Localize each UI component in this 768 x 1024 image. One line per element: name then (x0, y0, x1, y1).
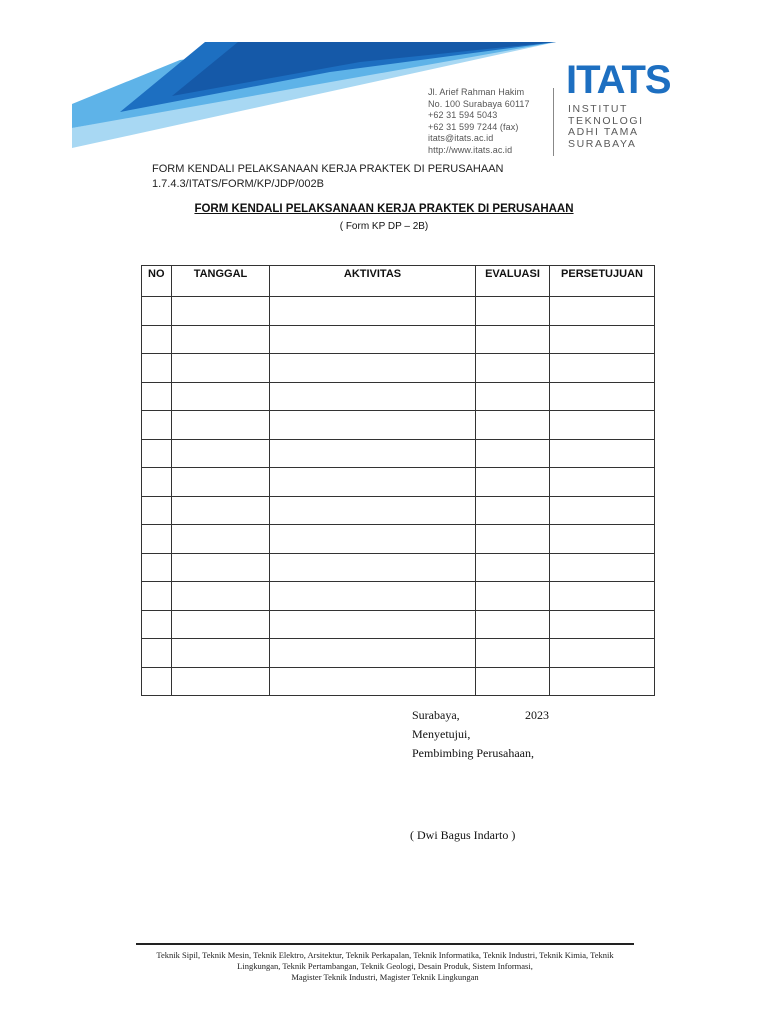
cell-evaluasi[interactable] (476, 610, 550, 639)
cell-evaluasi[interactable] (476, 553, 550, 582)
cell-tanggal[interactable] (172, 354, 270, 383)
cell-tanggal[interactable] (172, 496, 270, 525)
cell-evaluasi[interactable] (476, 297, 550, 326)
institute-address (428, 87, 558, 156)
cell-aktivitas[interactable] (270, 582, 476, 611)
cell-evaluasi[interactable] (476, 468, 550, 497)
cell-evaluasi[interactable] (476, 667, 550, 696)
institute-name-line: SURABAYA (568, 137, 637, 150)
cell-persetujuan[interactable] (550, 468, 655, 497)
institute-name-line: ADHI TAMA (568, 126, 639, 138)
cell-aktivitas[interactable] (270, 354, 476, 383)
column-header-persetujuan: PERSETUJUAN (550, 266, 655, 297)
cell-aktivitas[interactable] (270, 667, 476, 696)
institute-name-line: TEKNOLOGI (568, 114, 644, 127)
cell-tanggal[interactable] (172, 639, 270, 668)
signature-year: 2023 (525, 708, 549, 722)
fax-line: +62 31 599 7244 (fax) (428, 121, 519, 132)
form-number: 1.7.4.3/ITATS/FORM/KP/JDP/002B (152, 178, 324, 190)
website-link[interactable]: http://www.itats.ac.id (428, 144, 513, 155)
cell-evaluasi[interactable] (476, 582, 550, 611)
table-row (142, 325, 655, 354)
cell-aktivitas[interactable] (270, 382, 476, 411)
activity-log-table (141, 265, 655, 696)
footer-line: Teknik Sipil, Teknik Mesin, Teknik Elektro, Arsitektur, Teknik Perkapalan, Teknik Informatika, Teknik Industri, Teknik Kimia, Teknik (156, 950, 614, 960)
cell-no[interactable] (142, 525, 172, 554)
table-row (142, 468, 655, 497)
cell-aktivitas[interactable] (270, 639, 476, 668)
cell-no[interactable] (142, 354, 172, 383)
column-header-tanggal: TANGGAL (172, 266, 270, 297)
cell-tanggal[interactable] (172, 411, 270, 440)
cell-persetujuan[interactable] (550, 411, 655, 440)
cell-evaluasi[interactable] (476, 525, 550, 554)
cell-no[interactable] (142, 667, 172, 696)
column-header-no: NO (142, 266, 172, 297)
cell-no[interactable] (142, 582, 172, 611)
cell-evaluasi[interactable] (476, 496, 550, 525)
cell-tanggal[interactable] (172, 667, 270, 696)
institute-name-line: INSTITUT (568, 103, 629, 115)
cell-persetujuan[interactable] (550, 354, 655, 383)
cell-aktivitas[interactable] (270, 439, 476, 468)
footer-divider (136, 943, 634, 945)
cell-no[interactable] (142, 439, 172, 468)
table-row (142, 411, 655, 440)
table-row (142, 297, 655, 326)
table-row (142, 382, 655, 411)
cell-persetujuan[interactable] (550, 610, 655, 639)
footer-line: Lingkungan, Teknik Pertambangan, Teknik Geologi, Desain Produk, Sistem Informasi, (237, 961, 533, 971)
cell-persetujuan[interactable] (550, 496, 655, 525)
cell-aktivitas[interactable] (270, 610, 476, 639)
table-row (142, 667, 655, 696)
cell-no[interactable] (142, 325, 172, 354)
cell-evaluasi[interactable] (476, 382, 550, 411)
cell-aktivitas[interactable] (270, 496, 476, 525)
address-line: No. 100 Surabaya 60117 (428, 98, 530, 109)
footer-departments (136, 950, 634, 983)
table-body (142, 297, 655, 696)
cell-tanggal[interactable] (172, 297, 270, 326)
column-header-evaluasi: EVALUASI (476, 266, 550, 297)
phone-line: +62 31 594 5043 (428, 110, 498, 120)
table-row (142, 496, 655, 525)
cell-aktivitas[interactable] (270, 325, 476, 354)
cell-persetujuan[interactable] (550, 553, 655, 582)
cell-evaluasi[interactable] (476, 354, 550, 383)
cell-aktivitas[interactable] (270, 297, 476, 326)
table-header-row (142, 266, 655, 297)
cell-evaluasi[interactable] (476, 639, 550, 668)
signature-block (412, 706, 549, 763)
table-row (142, 553, 655, 582)
cell-tanggal[interactable] (172, 582, 270, 611)
institute-name (568, 104, 644, 150)
cell-persetujuan[interactable] (550, 297, 655, 326)
table-row (142, 525, 655, 554)
cell-evaluasi[interactable] (476, 325, 550, 354)
cell-aktivitas[interactable] (270, 468, 476, 497)
cell-tanggal[interactable] (172, 610, 270, 639)
cell-persetujuan[interactable] (550, 382, 655, 411)
cell-persetujuan[interactable] (550, 667, 655, 696)
cell-tanggal[interactable] (172, 553, 270, 582)
cell-persetujuan[interactable] (550, 325, 655, 354)
cell-no[interactable] (142, 411, 172, 440)
footer-line: Magister Teknik Industri, Magister Teknik Lingkungan (291, 972, 479, 982)
table-row (142, 639, 655, 668)
signature-place: Surabaya, (412, 708, 460, 722)
form-title: FORM KENDALI PELAKSANAAN KERJA PRAKTEK DI PERUSAHAAN (194, 203, 574, 215)
cell-persetujuan[interactable] (550, 639, 655, 668)
cell-aktivitas[interactable] (270, 411, 476, 440)
cell-tanggal[interactable] (172, 325, 270, 354)
column-header-aktivitas: AKTIVITAS (270, 266, 476, 297)
cell-tanggal[interactable] (172, 468, 270, 497)
table-row (142, 354, 655, 383)
cell-no[interactable] (142, 297, 172, 326)
cell-aktivitas[interactable] (270, 553, 476, 582)
cell-no[interactable] (142, 639, 172, 668)
cell-persetujuan[interactable] (550, 582, 655, 611)
cell-tanggal[interactable] (172, 439, 270, 468)
cell-no[interactable] (142, 468, 172, 497)
itats-logo: ITATS (566, 58, 671, 102)
cell-persetujuan[interactable] (550, 439, 655, 468)
cell-no[interactable] (142, 610, 172, 639)
email-link[interactable]: itats@itats.ac.id (428, 133, 494, 143)
cell-persetujuan[interactable] (550, 525, 655, 554)
cell-evaluasi[interactable] (476, 411, 550, 440)
cell-aktivitas[interactable] (270, 525, 476, 554)
table-row (142, 610, 655, 639)
form-subtitle: ( Form KP DP – 2B) (339, 221, 429, 232)
table-row (142, 582, 655, 611)
signature-approval: Menyetujui, (412, 727, 471, 741)
form-name: FORM KENDALI PELAKSANAAN KERJA PRAKTEK DI PERUSAHAAN (152, 163, 504, 175)
table-row (142, 439, 655, 468)
cell-tanggal[interactable] (172, 382, 270, 411)
cell-tanggal[interactable] (172, 525, 270, 554)
cell-evaluasi[interactable] (476, 439, 550, 468)
cell-no[interactable] (142, 553, 172, 582)
cell-no[interactable] (142, 496, 172, 525)
form-code-block (152, 162, 503, 192)
header-divider (553, 88, 554, 156)
signature-role: Pembimbing Perusahaan, (412, 746, 534, 760)
address-line: Jl. Arief Rahman Hakim (428, 87, 525, 97)
cell-no[interactable] (142, 382, 172, 411)
signer-name: ( Dwi Bagus Indarto ) (410, 828, 516, 842)
